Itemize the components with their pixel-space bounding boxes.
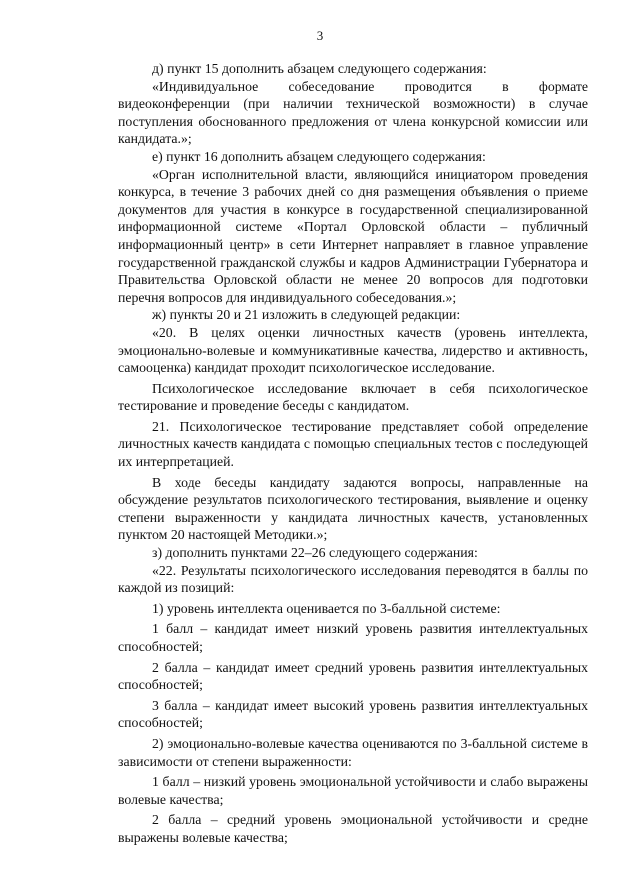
paragraph-d-text: «Индивидуальное собеседование проводится в формате видеоконференции (при наличии технической возможности) в случае поступления обоснованного предложения от члена конкурсной комиссии или кандидата.»; bbox=[118, 78, 588, 147]
paragraph-emotional-2: 2 балла – средний уровень эмоциональной устойчивости и средне выражены волевые качества; bbox=[118, 812, 588, 845]
paragraph-e-text: «Орган исполнительной власти, являющийся инициатором проведения конкурса, в течение 3 рабочих дней со дня размещения объявления о приеме документов для участия в конкурсе в государственной специализированной информационной системе «Портал Орловской области – публичный информационный центр» в сети Интернет направляет в главное управление государственной гражданской службы и кадров Администрации Губернатора и Правительства Орловской области не менее 20 вопросов для подготовки перечня вопросов для индивидуального собеседования.»; bbox=[118, 166, 588, 305]
paragraph-emotional-volitional: 2) эмоционально-волевые качества оцениваются по 3-балльной системе в зависимости от степени выраженности: bbox=[118, 735, 588, 769]
paragraph-z: з) дополнить пунктами 22–26 следующего содержания: bbox=[152, 545, 478, 561]
paragraph-intellect-2: 2 балла – кандидат имеет средний уровень развития интеллектуальных способностей; bbox=[118, 659, 588, 693]
paragraph-psych-research: Психологическое исследование включает в себя психологическое тестирование и проведение беседы с кандидатом. bbox=[118, 380, 588, 414]
paragraph-intellect-3: 3 балла – кандидат имеет высокий уровень развития интеллектуальных способностей; bbox=[118, 697, 588, 731]
paragraph-point-21: 21. Психологическое тестирование представляет собой определение личностных качеств кандидата с помощью специальных тестов с последующей их интерпретацией. bbox=[118, 418, 588, 470]
paragraph-intellect-1: 1 балл – кандидат имеет низкий уровень развития интеллектуальных способностей; bbox=[118, 621, 588, 654]
paragraph-d: д) пункт 15 дополнить абзацем следующего содержания: bbox=[152, 61, 487, 76]
page-number: 3 bbox=[316, 28, 324, 43]
paragraph-intellect-level: 1) уровень интеллекта оценивается по 3-балльной системе: bbox=[152, 600, 501, 616]
document-body bbox=[118, 60, 588, 847]
paragraph-emotional-1: 1 балл – низкий уровень эмоциональной устойчивости и слабо выражены волевые качества; bbox=[118, 774, 588, 807]
paragraph-point-22: «22. Результаты психологического исследования переводятся в баллы по каждой из позиций: bbox=[118, 562, 588, 596]
paragraph-zh: ж) пункты 20 и 21 изложить в следующей редакции: bbox=[152, 307, 461, 323]
paragraph-point-20: «20. В целях оценки личностных качеств (уровень интеллекта, эмоционально-волевые и коммуникативные качества, лидерство и активность, самооценка) кандидат проходит психологическое исследование. bbox=[118, 324, 588, 376]
paragraph-conversation: В ходе беседы кандидату задаются вопросы, направленные на обсуждение результатов психологического тестирования, выявление и оценку степени выраженности у кандидата личностных качеств, установленных пунктом 20 настоящей Методики.»; bbox=[118, 474, 588, 543]
paragraph-e: е) пункт 16 дополнить абзацем следующего содержания: bbox=[152, 148, 486, 164]
